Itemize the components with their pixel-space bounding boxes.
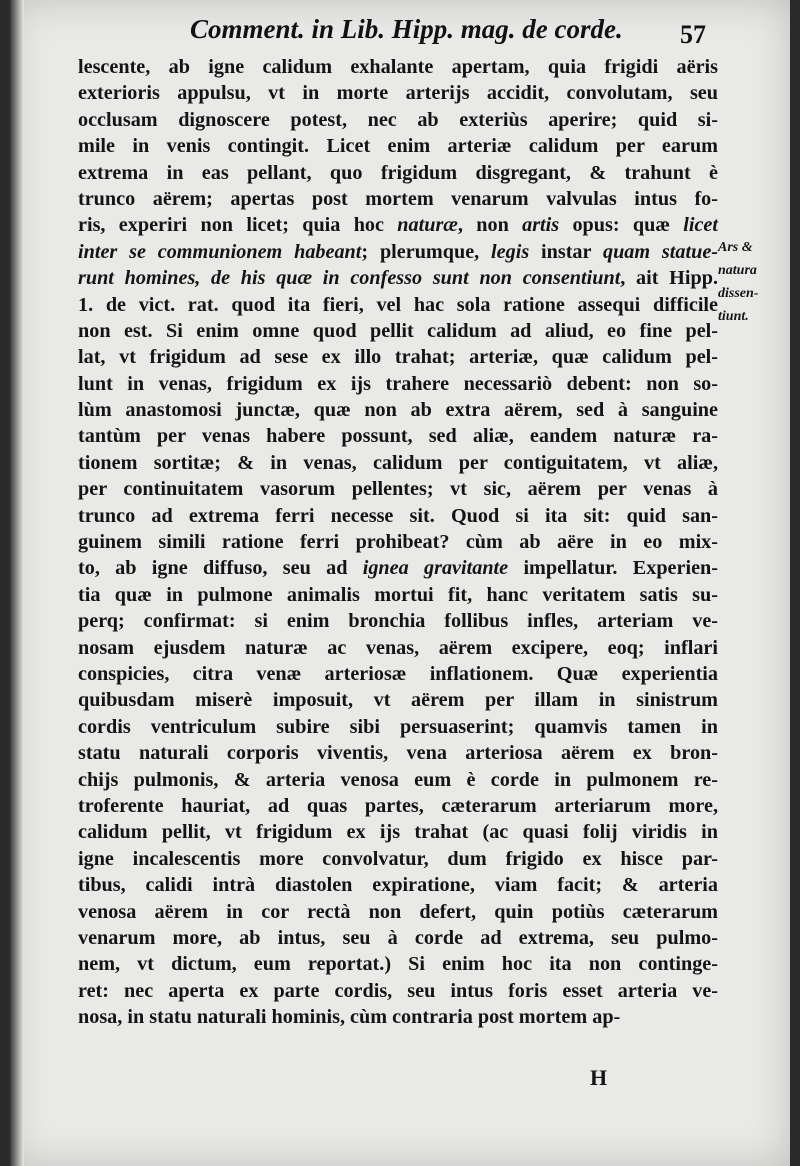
text-segment: ris, experiri non licet; quia hoc: [78, 214, 398, 237]
text-line: [78, 925, 718, 951]
text-segment: non est. Si enim omne quod pellit calidum ad aliud, eo fine pel-: [78, 319, 718, 342]
text-segment: troferente hauriat, ad quas partes, cæterarum arteriarum more,: [78, 794, 718, 817]
text-segment: conspicies, citra venæ arteriosæ inflationem. Quæ experientia: [78, 662, 718, 685]
text-segment: exterioris appulsu, vt in morte arterijs accidit, convolutam, seu: [78, 82, 718, 105]
text-line: [78, 54, 718, 80]
text-line: [78, 212, 718, 238]
text-line: [78, 397, 718, 423]
text-segment: perq; confirmat: si enim bronchia follibus infles, arteriam ve-: [78, 610, 718, 633]
text-line: [78, 423, 718, 449]
text-line: [78, 292, 718, 318]
text-line: [78, 767, 718, 793]
margin-note-line: Ars &: [718, 240, 753, 255]
text-line: [78, 107, 718, 133]
text-line: [78, 899, 718, 925]
text-line: [78, 133, 718, 159]
text-line: [78, 582, 718, 608]
text-line: [78, 239, 718, 265]
text-segment: tionem sortitæ; & in venas, calidum per contiguitatem, vt aliæ,: [78, 451, 718, 474]
text-segment: mile in venis contingit. Licet enim arteriæ calidum per earum: [78, 135, 718, 158]
text-line: [78, 714, 718, 740]
text-line: [78, 450, 718, 476]
text-line: [78, 160, 718, 186]
text-segment: occlusam dignoscere potest, nec ab exteriùs aperire; quid si-: [78, 108, 718, 131]
text-line: [78, 186, 718, 212]
text-segment: per continuitatem vasorum pellentes; vt sic, aërem per venas à: [78, 478, 718, 501]
text-line: [78, 608, 718, 634]
text-segment: nosam ejusdem naturæ ac venas, aërem excipere, eoq; inflari: [78, 636, 718, 659]
italic-phrase: naturæ: [397, 214, 458, 237]
text-segment: opus: quæ: [559, 214, 684, 237]
text-segment: to, ab igne diffuso, seu ad: [78, 557, 363, 580]
text-segment: venosa aërem in cor rectà non defert, quin potiùs cæterarum: [78, 900, 718, 923]
text-line: [78, 846, 718, 872]
text-segment: tibus, calidi intrà diastolen expiratione, viam facit; & arteria: [78, 874, 718, 897]
text-segment: extrema in eas pellant, quo frigidum disgregant, & trahunt è: [78, 161, 718, 184]
text-segment: chijs pulmonis, & arteria venosa eum è corde in pulmonem re-: [78, 768, 718, 791]
text-segment: ret: nec aperta ex parte cordis, seu intus foris esset arteria ve-: [78, 979, 718, 1002]
text-segment: lunt in venas, frigidum ex ijs trahere necessariò debent: non so-: [78, 372, 718, 395]
text-segment: nem, vt dictum, eum reportat.) Si enim hoc ita non continge-: [78, 953, 718, 976]
italic-phrase: runt homines, de his quæ in confesso sunt non consentiunt: [78, 267, 621, 290]
italic-phrase: licet: [683, 214, 718, 237]
text-segment: instar: [529, 240, 603, 263]
margin-note-line: dissen-: [718, 286, 759, 301]
italic-phrase: ignea gravitante: [362, 557, 509, 580]
italic-phrase: inter se communionem habeant: [78, 240, 362, 263]
text-segment: lùm anastomosi junctæ, quæ non ab extra aërem, sed à sanguine: [78, 399, 718, 422]
text-line: [78, 1004, 718, 1030]
text-line: [78, 371, 718, 397]
text-segment: guinem simili ratione ferri prohibeat? cùm ab aëre in eo mix-: [78, 531, 718, 554]
text-line: [78, 687, 718, 713]
signature-mark: H: [590, 1065, 608, 1090]
italic-phrase: artis: [522, 214, 560, 237]
running-head: Comment. in Lib. Hipp. mag. de corde.: [190, 14, 623, 44]
text-line: [78, 793, 718, 819]
text-segment: statu naturali corporis viventis, vena arteriosa aërem ex bron-: [78, 742, 718, 765]
text-segment: , non: [457, 214, 523, 237]
italic-phrase: quam statue-: [602, 240, 718, 263]
text-segment: impellatur. Experien-: [508, 557, 718, 580]
text-line: [78, 80, 718, 106]
book-page: [10, 0, 790, 1166]
text-line: [78, 872, 718, 898]
text-line: [78, 635, 718, 661]
text-segment: tia quæ in pulmone animalis mortui fit, hanc veritatem satis su-: [78, 583, 718, 606]
text-segment: igne incalescentis more convolvatur, dum frigido ex hisce par-: [78, 847, 718, 870]
text-segment: nosa, in statu naturali hominis, cùm contraria post mortem ap-: [78, 1006, 621, 1029]
text-line: [78, 951, 718, 977]
text-line: [78, 476, 718, 502]
margin-note-line: tiunt.: [718, 309, 749, 324]
text-segment: tantùm per venas habere possunt, sed aliæ, eandem naturæ ra-: [78, 425, 718, 448]
text-segment: 1. de vict. rat. quod ita fieri, vel hac sola ratione assequi difficile: [78, 293, 718, 316]
text-line: [78, 978, 718, 1004]
binding-shadow: [10, 0, 24, 1166]
text-line: [78, 265, 718, 291]
text-line: [78, 819, 718, 845]
margin-note: [718, 236, 788, 328]
text-segment: trunco ad extrema ferri necesse sit. Quod si ita sit: quid san-: [78, 504, 718, 527]
text-segment: , ait Hipp.: [620, 267, 718, 290]
text-segment: ; plerumque,: [361, 240, 492, 263]
text-segment: lescente, ab igne calidum exhalante apertam, quia frigidi aëris: [78, 56, 718, 78]
text-segment: trunco aërem; apertas post mortem venarum valvulas intus fo-: [78, 187, 718, 210]
italic-phrase: legis: [491, 240, 530, 263]
text-segment: lat, vt frigidum ad sese ex illo trahat; arteriæ, quæ calidum pel-: [78, 346, 718, 369]
page-number: 57: [680, 20, 706, 49]
text-line: [78, 529, 718, 555]
text-segment: venarum more, ab intus, seu à corde ad extrema, seu pulmo-: [78, 926, 718, 949]
body-text: [78, 54, 718, 1030]
text-line: [78, 344, 718, 370]
text-segment: quibusdam miserè imposuit, vt aërem per illam in sinistrum: [78, 689, 718, 712]
text-segment: calidum pellit, vt frigidum ex ijs trahat (ac quasi folij viridis in: [78, 821, 718, 844]
text-segment: cordis ventriculum subire sibi persuaserint; quamvis tamen in: [78, 715, 718, 738]
text-line: [78, 503, 718, 529]
text-line: [78, 555, 718, 581]
margin-note-line: natura: [718, 263, 757, 278]
text-line: [78, 661, 718, 687]
text-line: [78, 740, 718, 766]
text-line: [78, 318, 718, 344]
